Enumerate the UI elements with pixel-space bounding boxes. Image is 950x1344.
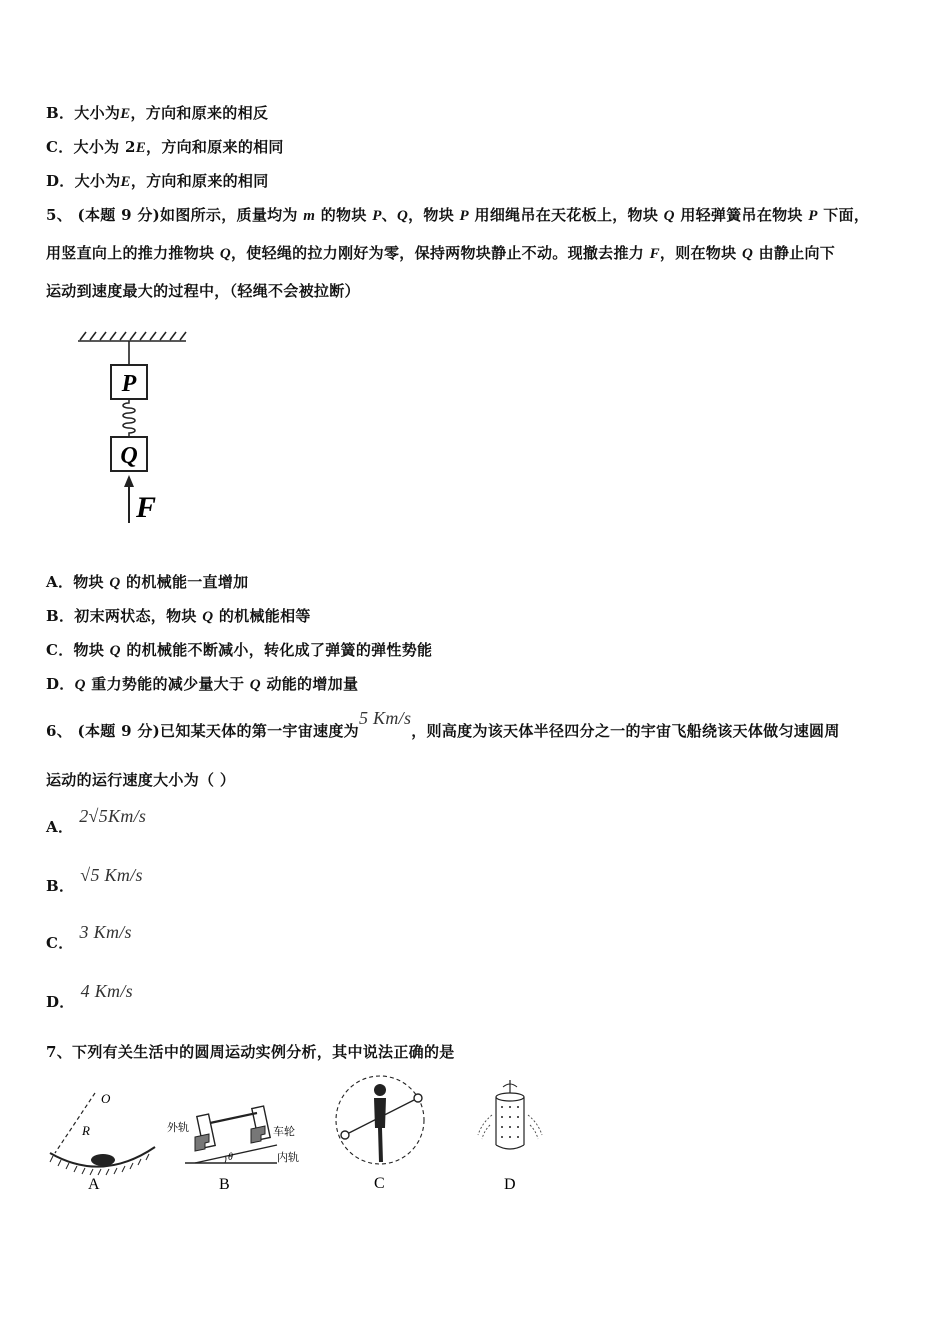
q5-figure — [70, 325, 200, 530]
q5-stem-line-2: 用竖直向上的推力推物块 Q，使轻绳的拉力刚好为零，保持两物块静止不动。现撤去推力 F，则在物块 Q 由静止向下 — [46, 244, 836, 262]
outer-rail — [195, 1134, 209, 1151]
q5-option-c: C．物块 Q 的机械能不断减小，转化成了弹簧的弹性势能 — [46, 641, 433, 659]
inner-rail-label: 内轨 — [277, 1152, 299, 1164]
q7-figure-d — [470, 1075, 550, 1195]
q6-option-b: B．√5 Km/s — [46, 865, 143, 895]
q6-speed-formula: 5 Km/s — [358, 708, 412, 728]
center-label: O — [101, 1091, 111, 1106]
axle — [210, 1113, 257, 1123]
drum-bottom — [496, 1145, 524, 1149]
outer-rail-label: 外轨 — [167, 1122, 189, 1134]
ceiling-hatch — [78, 332, 186, 341]
car-shape — [91, 1154, 115, 1166]
q6-option-d: D．4 Km/s — [46, 981, 133, 1011]
q7-figure-c — [330, 1070, 435, 1195]
person-head — [374, 1084, 386, 1096]
q7-figure-b — [165, 1085, 310, 1195]
caption-b: B — [219, 1176, 230, 1193]
angle-label: θ — [228, 1152, 233, 1163]
q5-option-d: D．Q 重力势能的减少量大于 Q 动能的增加量 — [46, 675, 359, 693]
block-q-label: Q — [120, 443, 138, 469]
q5-stem-line-3: 运动到速度最大的过程中，（轻绳不会被拉断） — [46, 282, 360, 300]
q5-stem-line-1: 5、 (本题 9 分)如图所示，质量均为 m 的物块 P、Q，物块 P 用细绳吊在天花板上，物块 Q 用轻弹簧吊在物块 P 下面， — [46, 206, 870, 224]
q6-option-c: C．3 Km/s — [46, 922, 132, 952]
force-arrowhead — [124, 475, 134, 487]
q6-option-a: A．2√5Km/s — [46, 806, 147, 836]
ball-2 — [414, 1094, 422, 1102]
caption-d: D — [504, 1176, 516, 1193]
q7-figure-a — [45, 1085, 160, 1195]
q7-stem: 7、下列有关生活中的圆周运动实例分析，其中说法正确的是 — [46, 1043, 455, 1061]
q5-option-b: B．初末两状态，物块 Q 的机械能相等 — [46, 607, 311, 625]
q4-option-d: D．大小为E，方向和原来的相同 — [46, 172, 269, 190]
q6-stem-line-2: 运动的运行速度大小为（ ） — [46, 771, 236, 789]
drum-top — [496, 1093, 524, 1101]
q5-option-a: A．物块 Q 的机械能一直增加 — [46, 573, 249, 591]
force-label: F — [136, 491, 157, 524]
spring — [123, 399, 135, 437]
caption-c: C — [374, 1175, 385, 1192]
inner-rail — [251, 1126, 265, 1143]
caption-a: A — [88, 1176, 100, 1193]
q6-stem-line-1: 6、 (本题 9 分)已知某天体的第一宇宙速度为5 Km/s，则高度为该天体半径四分之一的宇宙飞船绕该天体做匀速圆周 — [46, 708, 840, 740]
block-p-label: P — [121, 371, 137, 397]
ball-1 — [341, 1131, 349, 1139]
radius-label: R — [82, 1123, 90, 1138]
q4-option-c: C．大小为 2E，方向和原来的相同 — [46, 138, 284, 156]
drum-holes — [501, 1106, 519, 1138]
angle-arc — [225, 1156, 226, 1163]
wheel-label: 车轮 — [273, 1126, 295, 1138]
q4-option-b: B．大小为E，方向和原来的相反 — [46, 104, 269, 122]
person-body — [374, 1098, 386, 1162]
